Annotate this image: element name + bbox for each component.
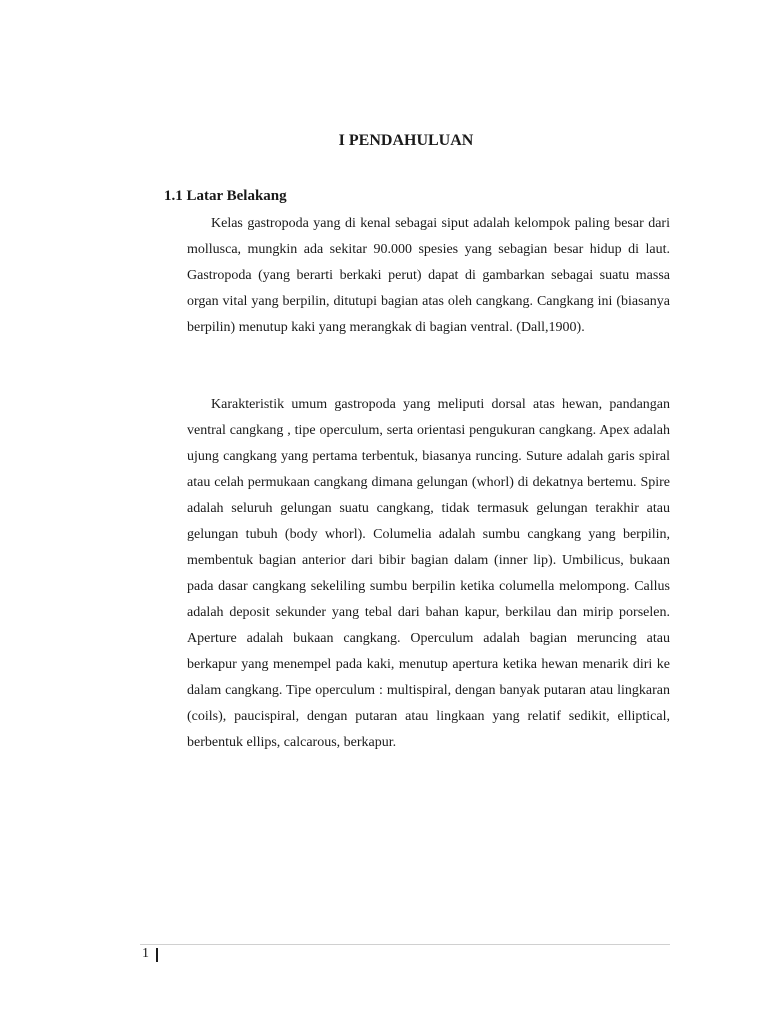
paragraph-2: Karakteristik umum gastropoda yang meliputi dorsal atas hewan, pandangan ventral cangkang , tipe operculum, serta orientasi pengukuran cangkang. Apex adalah ujung cangkang yang pertama terbentuk, biasanya runcing. Suture adalah garis spiral atau celah permukaan cangkang dimana gelungan (whorl) di dekatnya bertemu. Spire adalah seluruh gelungan suatu cangkang, tidak termasuk gelungan terakhir atau gelungan tubuh (body whorl). Columelia adalah sumbu cangkang yang berpilin, membentuk bagian anterior dari bibir bagian dalam (inner lip). Umbilicus, bukaan pada dasar cangkang sekeliling sumbu berpilin ketika columella melompong. Callus adalah deposit sekunder yang tebal dari bahan kapur, berkilau dan mirip porselen. Aperture adalah bukaan cangkang. Operculum adalah bagian meruncing atau berkapur yang menempel pada kaki, menutup apertura ketika hewan menarik diri ke dalam cangkang. Tipe operculum : multispiral, dengan banyak putaran atau lingkaran (coils), paucispiral, dengan putaran atau lingkaan yang relatif sedikit, elliptical, berbentuk ellips, calcarous, berkapur.	[187, 397, 670, 750]
section-heading: 1.1 Latar Belakang	[164, 188, 287, 204]
page-number-bar	[156, 948, 158, 962]
footer-divider	[140, 944, 670, 945]
paragraph-1: Kelas gastropoda yang di kenal sebagai siput adalah kelompok paling besar dari mollusca, mungkin ada sekitar 90.000 spesies yang sebagian besar hidup di laut. Gastropoda (yang berarti berkaki perut) dapat di gambarkan sebagai suatu massa organ vital yang berpilin, ditutupi bagian atas oleh cangkang. Cangkang ini (biasanya berpilin) menutup kaki yang merangkak di bagian ventral. (Dall,1900).	[187, 216, 670, 335]
page-title: I PENDAHULUAN	[338, 132, 474, 149]
page-number: 1	[142, 946, 149, 961]
